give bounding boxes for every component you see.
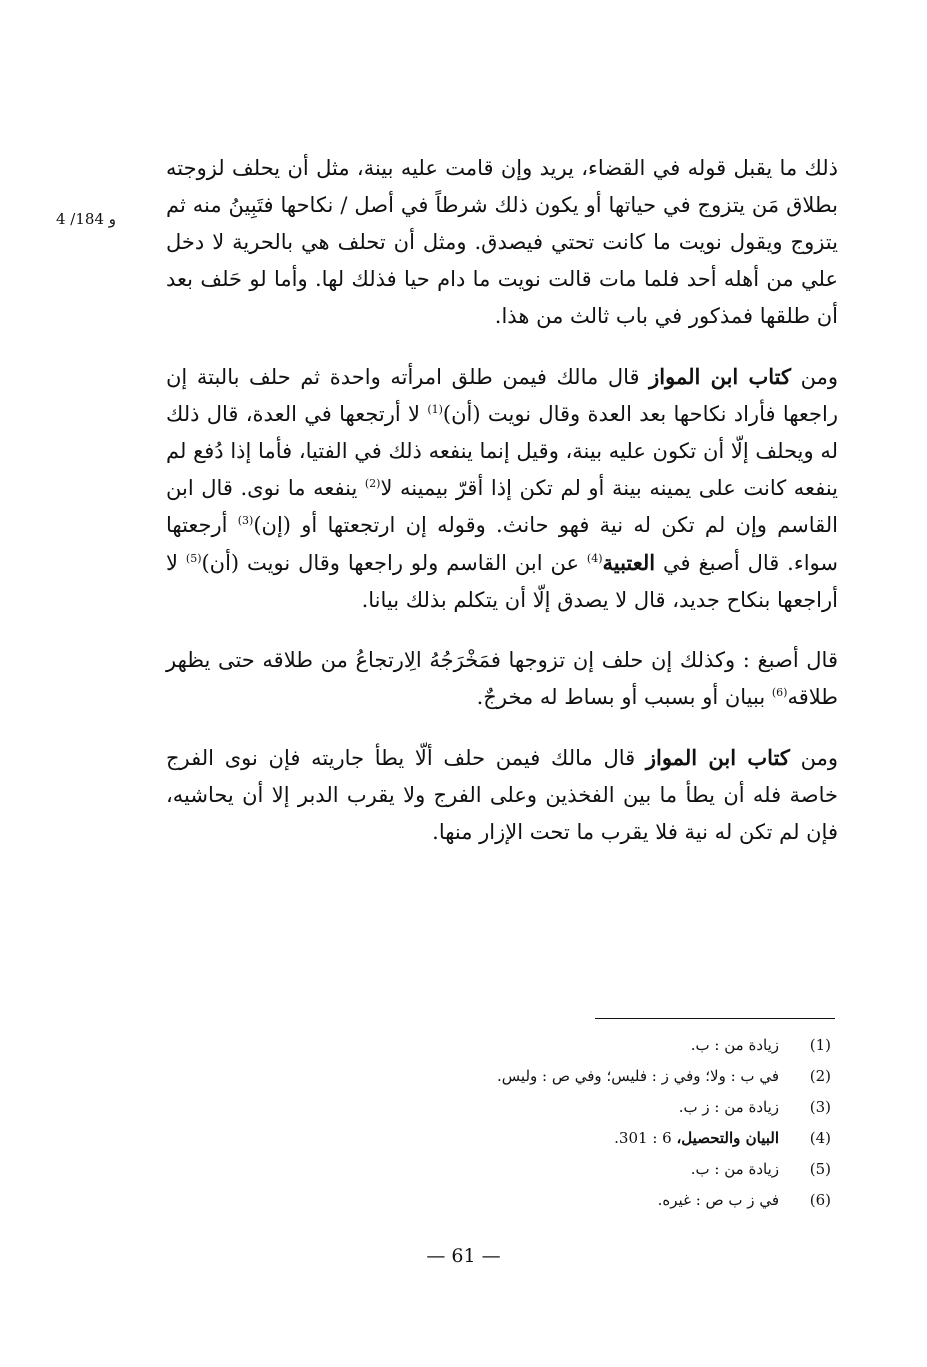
footnote-divider xyxy=(595,1018,835,1019)
footnote-text: في ب : ولا؛ وفي ز : فليس؛ وفي ص : وليس. xyxy=(497,1067,779,1085)
paragraph xyxy=(166,642,838,716)
main-text xyxy=(166,150,838,851)
footnote-marker: (2) xyxy=(364,477,381,490)
cited-work-title: كتاب ابن المواز xyxy=(649,364,791,389)
footnote-number: (1) xyxy=(809,1036,831,1054)
footnote-marker: (5) xyxy=(185,552,202,565)
footnote-marker: (6) xyxy=(771,686,788,699)
paragraph xyxy=(166,358,838,619)
footnote-text: زيادة من : ب. xyxy=(690,1036,779,1054)
text-run: لا أرتجعها في العدة، قال ذلك له ويحلف إلّا أن تكون عليه بينة، وقيل إنما ينفعه ذلك في الفتيا، فأما إذا دُفع لم ينفعه كانت على يمينه بينة أو لم تكن إذا أقرّ بيمينه لا xyxy=(166,402,838,500)
footnote-item xyxy=(411,1123,831,1154)
text-run: قال مالك فيمن طلق امرأته واحدة ثم حلف بالبتة إن راجعها فأراد نكاحها بعد العدة وقال نويت (أن) xyxy=(166,365,838,426)
footnote-marker: (4) xyxy=(586,552,603,565)
text-run: أرجعتها سواء. قال أصبغ في xyxy=(166,513,838,575)
footnote-text: زيادة من : ب. xyxy=(690,1160,779,1178)
text-run: ينفعه ما نوى. قال ابن القاسم وإن لم تكن له نية فهو حانث. وقوله إن ارتجعتها أو (إن) xyxy=(166,476,838,537)
text-run: ذلك ما يقبل قوله في القضاء، يريد وإن قامت عليه بينة، مثل أن يحلف لزوجته بطلاق مَن يتزوج في حياتها أو يكون ذلك شرطاً في أصل / نكاحها فتَبِينُ منه ثم يتزوج ويقول نويت ما كانت تحتي فيصدق. ومثل أن تحلف هي بالحرية لا دخل علي من أهله أحد فلما مات قالت نويت ما دام حيا فذلك لها. وأما لو حَلف بعد أن طلقها فمذكور في باب ثالث من هذا. xyxy=(166,156,838,328)
footnote-item xyxy=(411,1154,831,1185)
paragraph xyxy=(166,739,838,851)
footnote-item xyxy=(411,1092,831,1123)
footnote-text: البيان والتحصيل، 6 : 301. xyxy=(614,1129,779,1147)
footnote-item xyxy=(411,1061,831,1092)
footnote-number: (5) xyxy=(809,1160,831,1178)
folio-margin-note: 4 /184 و xyxy=(56,210,117,228)
text-run: عن ابن القاسم ولو راجعها وقال نويت (أن) xyxy=(201,551,587,575)
page-number: — 61 — xyxy=(426,1245,501,1267)
paragraph xyxy=(166,150,838,335)
footnote-item xyxy=(411,1030,831,1061)
footnote-number: (2) xyxy=(809,1067,831,1085)
text-run: لا أراجعها بنكاح جديد، قال لا يصدق إلّا أن يتكلم بذلك بيانا. xyxy=(166,551,838,612)
text-run: ببيان أو بسبب أو بساط له مخرجٌ. xyxy=(476,685,772,709)
cited-work-title: كتاب ابن المواز xyxy=(645,745,790,770)
footnote-text: زيادة من : ز ب. xyxy=(678,1098,779,1116)
text-run: قال مالك فيمن حلف ألّا يطأ جاريته فإن نوى الفرج خاصة فله أن يطأ ما بين الفخذين وعلى الفرج ولا يقرب الدبر إلا أن يحاشيه، فإن لم تكن له نية فلا يقرب ما تحت الإزار منها. xyxy=(166,746,838,844)
footnotes-list xyxy=(411,1030,831,1216)
footnote-number: (3) xyxy=(809,1098,831,1116)
footnote-number: (4) xyxy=(809,1129,831,1147)
footnote-item xyxy=(411,1185,831,1216)
text-run: قال أصبغ : وكذلك إن حلف إن تزوجها فمَخْرَجُهُ الِارتجاعُ من طلاقه حتى يظهر طلاقه xyxy=(166,648,838,709)
footnote-number: (6) xyxy=(809,1191,831,1209)
text-run: ومن xyxy=(789,746,838,770)
footnote-marker: (1) xyxy=(427,403,443,416)
footnote-marker: (3) xyxy=(237,514,254,527)
footnote-text: في ز ب ص : غيره. xyxy=(657,1191,779,1209)
text-run: ومن xyxy=(791,365,838,389)
cited-work-title: العتبية xyxy=(602,550,656,575)
